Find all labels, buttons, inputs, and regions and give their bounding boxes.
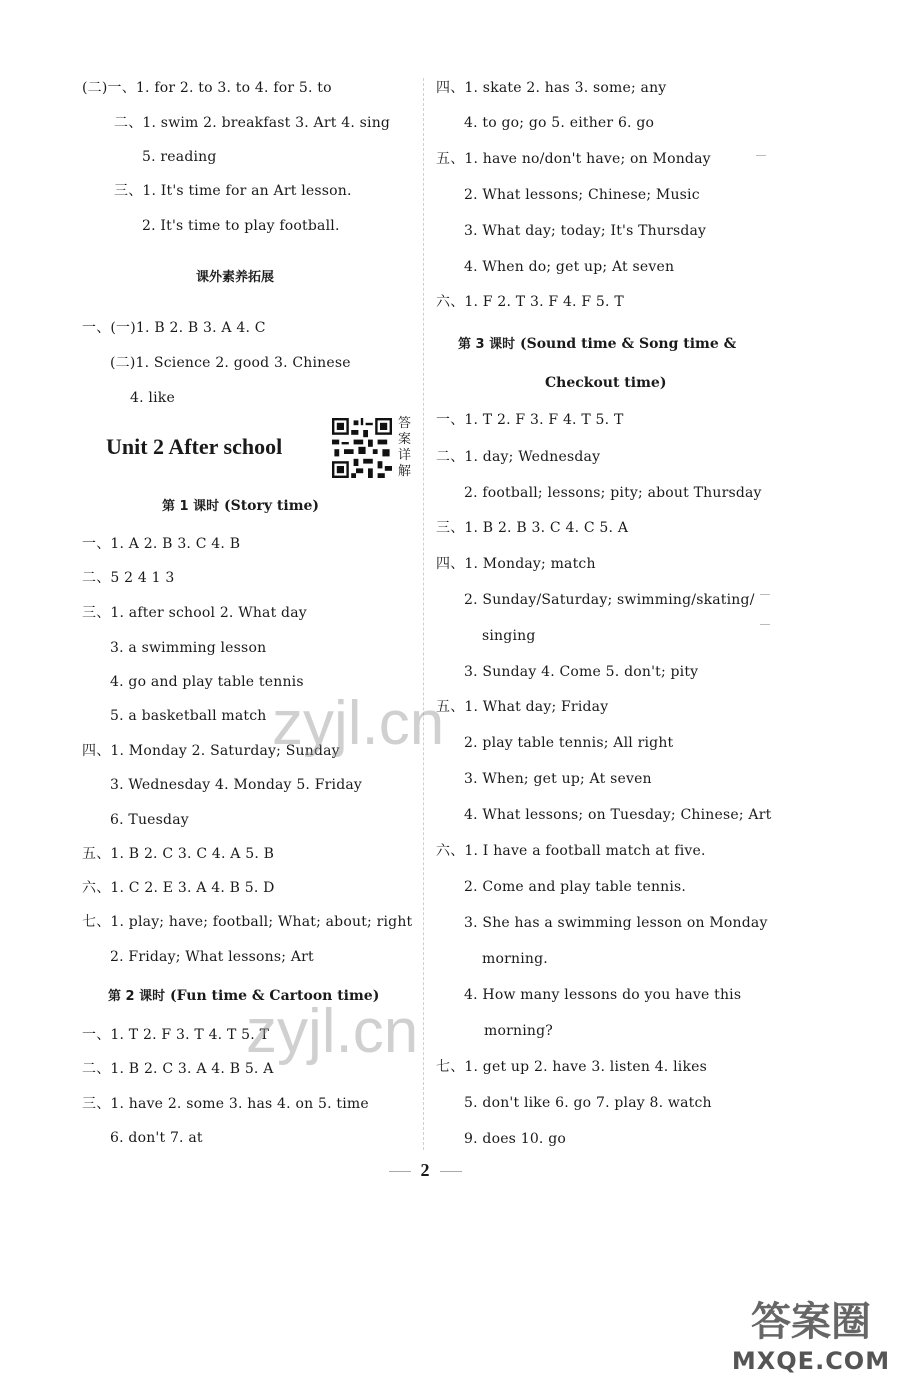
margin-mark xyxy=(760,594,770,595)
answer-line: 二、1. B 2. C 3. A 4. B 5. A xyxy=(82,1061,274,1077)
answer-line: 4. go and play table tennis xyxy=(110,674,304,690)
answer-line: 六、1. C 2. E 3. A 4. B 5. D xyxy=(82,880,275,896)
qr-label: 答案详解 xyxy=(398,416,412,479)
answer-line: 六、1. I have a football match at five. xyxy=(436,843,706,859)
lesson-title: (Fun time & Cartoon time) xyxy=(169,988,380,1004)
answer-line: 4. How many lessons do you have this xyxy=(464,987,742,1003)
answer-line: 2. football; lessons; pity; about Thursday xyxy=(464,485,762,501)
answer-line: 3. Wednesday 4. Monday 5. Friday xyxy=(110,777,363,793)
column-divider xyxy=(423,78,424,1150)
answer-line: singing xyxy=(482,628,536,644)
answer-line: 六、1. F 2. T 3. F 4. F 5. T xyxy=(436,294,624,310)
lesson-heading-3-cont: Checkout time) xyxy=(545,375,667,391)
section-heading-text: 课外素养拓展 xyxy=(196,270,275,285)
answer-line: 4. to go; go 5. either 6. go xyxy=(464,115,655,131)
answer-line: 七、1. get up 2. have 3. listen 4. likes xyxy=(436,1059,708,1075)
margin-mark xyxy=(756,155,766,156)
answer-line: 5. reading xyxy=(142,149,217,165)
answer-line: 二、1. swim 2. breakfast 3. Art 4. sing xyxy=(114,115,391,131)
qr-code-icon[interactable] xyxy=(332,418,392,478)
answer-line: 3. What day; today; It's Thursday xyxy=(464,223,707,239)
answer-line: 2. Friday; What lessons; Art xyxy=(110,949,314,965)
answer-line: 6. Tuesday xyxy=(110,812,189,828)
answer-line: 2. What lessons; Chinese; Music xyxy=(464,187,700,203)
watermark: zyjl.cn xyxy=(246,997,419,1066)
lesson-number: 第 3 课时 xyxy=(458,337,516,352)
answer-line: 2. Come and play table tennis. xyxy=(464,879,687,895)
answer-line: (二)1. Science 2. good 3. Chinese xyxy=(110,355,351,371)
answer-line: 2. play table tennis; All right xyxy=(464,735,674,751)
answer-line: 五、1. What day; Friday xyxy=(436,699,609,715)
lesson-title: (Story time) xyxy=(223,498,320,514)
answer-line: 4. What lessons; on Tuesday; Chinese; Art xyxy=(464,807,772,823)
answer-line: 9. does 10. go xyxy=(464,1131,567,1147)
site-logo xyxy=(726,1298,896,1388)
lesson-heading-1 xyxy=(162,497,319,516)
answer-line: 三、1. B 2. B 3. C 4. C 5. A xyxy=(436,520,629,536)
page-number-dash xyxy=(389,1171,411,1172)
answer-line: 一、1. A 2. B 3. C 4. B xyxy=(82,536,241,552)
lesson-heading-3 xyxy=(458,335,736,354)
answer-line: morning. xyxy=(482,951,548,967)
answer-line: 5. a basketball match xyxy=(110,708,267,724)
lesson-number: 第 2 课时 xyxy=(108,989,166,1004)
answer-line: 3. She has a swimming lesson on Monday xyxy=(464,915,768,931)
answer-line: 七、1. play; have; football; What; about; right xyxy=(82,914,413,930)
answer-line: 2. Sunday/Saturday; swimming/skating/ xyxy=(464,592,755,608)
answer-line: 4. like xyxy=(130,390,175,406)
answer-line: 三、1. after school 2. What day xyxy=(82,605,307,621)
site-logo-bottom: MXQE.COM xyxy=(731,1347,891,1375)
answer-line: 6. don't 7. at xyxy=(110,1130,203,1146)
page-number xyxy=(0,1160,850,1181)
answer-line: 3. Sunday 4. Come 5. don't; pity xyxy=(464,664,699,680)
margin-mark xyxy=(760,624,770,625)
page-number-text: 2 xyxy=(420,1160,430,1180)
answer-line: 3. When; get up; At seven xyxy=(464,771,652,787)
page-number-dash xyxy=(440,1171,462,1172)
answer-line: 四、1. skate 2. has 3. some; any xyxy=(436,80,667,96)
answer-line: 一、(一)1. B 2. B 3. A 4. C xyxy=(82,320,266,336)
lesson-heading-2 xyxy=(108,987,379,1006)
answer-line: 四、1. Monday; match xyxy=(436,556,596,572)
answer-line: 5. don't like 6. go 7. play 8. watch xyxy=(464,1095,712,1111)
answer-line: 二、1. day; Wednesday xyxy=(436,449,601,465)
answer-line: 一、1. T 2. F 3. T 4. T 5. T xyxy=(82,1027,270,1043)
answer-line: 五、1. B 2. C 3. C 4. A 5. B xyxy=(82,846,275,862)
watermark: zyjl.cn xyxy=(272,689,445,758)
lesson-number: 第 1 课时 xyxy=(162,499,220,514)
answer-line: 一、1. T 2. F 3. F 4. T 5. T xyxy=(436,412,624,428)
site-logo-top: 答案圈 xyxy=(751,1299,871,1345)
answer-line: 二、5 2 4 1 3 xyxy=(82,570,175,586)
answer-line: (二)一、1. for 2. to 3. to 4. for 5. to xyxy=(82,80,332,96)
answer-line: 三、1. It's time for an Art lesson. xyxy=(114,183,352,199)
answer-line: 三、1. have 2. some 3. has 4. on 5. time xyxy=(82,1096,369,1112)
section-heading-extra xyxy=(196,268,274,287)
answer-line: 4. When do; get up; At seven xyxy=(464,259,675,275)
lesson-title: (Sound time & Song time & xyxy=(519,336,737,352)
answer-line: morning? xyxy=(484,1023,553,1039)
answer-line: 四、1. Monday 2. Saturday; Sunday xyxy=(82,743,340,759)
answer-line: 五、1. have no/don't have; on Monday xyxy=(436,151,711,167)
answer-line: 3. a swimming lesson xyxy=(110,640,267,656)
unit-title: Unit 2 After school xyxy=(106,434,283,459)
answer-line: 2. It's time to play football. xyxy=(142,218,340,234)
